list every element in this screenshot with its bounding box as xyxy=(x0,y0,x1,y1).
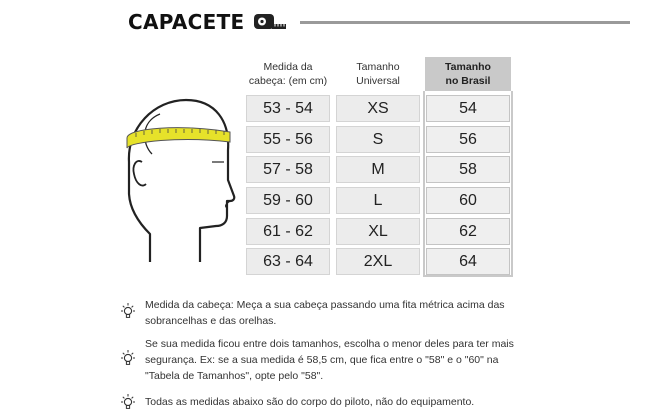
note-medidas-corpo xyxy=(145,394,474,410)
cell-medida: 55 - 56 xyxy=(246,126,330,153)
cell-brasil: 60 xyxy=(426,187,510,214)
title-divider xyxy=(300,21,630,24)
head-illustration xyxy=(112,92,237,264)
note-line: sobrancelhas e das orelhas. xyxy=(145,315,277,327)
cell-medida: 59 - 60 xyxy=(246,187,330,214)
header-universal xyxy=(335,60,421,88)
header-brasil-line2: no Brasil xyxy=(445,75,491,87)
header-brasil-line1: Tamanho xyxy=(445,61,491,73)
cell-universal: L xyxy=(336,187,420,214)
note-entre-tamanhos xyxy=(145,336,514,384)
cell-universal: 2XL xyxy=(336,248,420,275)
note-line: "Tabela de Tamanhos", opte pelo "58". xyxy=(145,370,324,382)
header-medida-line2: cabeça: (em cm) xyxy=(248,75,328,87)
cell-brasil: 64 xyxy=(426,248,510,275)
cell-medida: 63 - 64 xyxy=(246,248,330,275)
note-medida xyxy=(145,297,505,329)
cell-medida: 61 - 62 xyxy=(246,218,330,245)
header-medida xyxy=(245,60,331,88)
measuring-tape-icon xyxy=(253,12,287,32)
page-title: CAPACETE xyxy=(128,10,245,34)
cell-universal: M xyxy=(336,156,420,183)
cell-brasil: 58 xyxy=(426,156,510,183)
cell-medida: 53 - 54 xyxy=(246,95,330,122)
cell-medida: 57 - 58 xyxy=(246,156,330,183)
cell-universal: XS xyxy=(336,95,420,122)
header-medida-line1: Medida da xyxy=(263,61,313,73)
header-universal-line2: Universal xyxy=(356,75,400,87)
cell-brasil: 62 xyxy=(426,218,510,245)
cell-brasil: 54 xyxy=(426,95,510,122)
note-line: Todas as medidas abaixo são do corpo do piloto, não do equipamento. xyxy=(145,396,475,408)
lightbulb-icon xyxy=(120,393,136,411)
cell-brasil: 56 xyxy=(426,126,510,153)
cell-universal: S xyxy=(336,126,420,153)
header-brasil xyxy=(425,57,511,91)
note-line: segurança. Ex: se a sua medida é 58,5 cm, que fica entre o "58" e o "60" na xyxy=(145,354,499,366)
lightbulb-icon xyxy=(120,349,136,367)
cell-universal: XL xyxy=(336,218,420,245)
header-universal-line1: Tamanho xyxy=(356,61,400,73)
note-line: Medida da cabeça: Meça a sua cabeça passando uma fita métrica acima das xyxy=(145,299,505,311)
note-line: Se sua medida ficou entre dois tamanhos, escolha o menor deles para ter mais xyxy=(145,338,514,350)
lightbulb-icon xyxy=(120,302,136,320)
